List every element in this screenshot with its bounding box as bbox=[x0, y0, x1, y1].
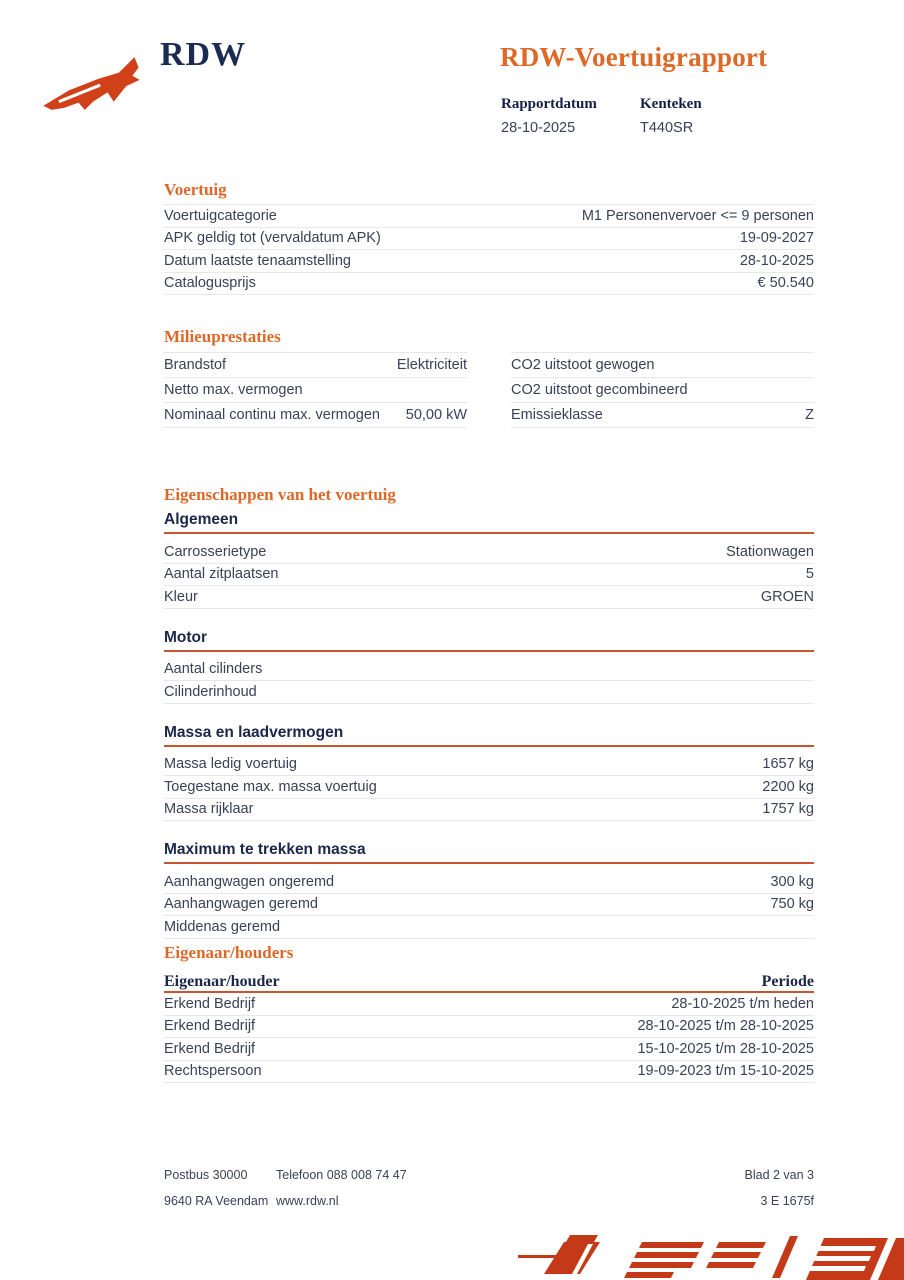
column-header-period: Periode bbox=[761, 973, 814, 990]
row-label: Aantal zitplaatsen bbox=[164, 566, 279, 583]
row-value: 15-10-2025 t/m 28-10-2025 bbox=[637, 1040, 814, 1057]
report-meta bbox=[501, 96, 702, 136]
subsection-heading: Maximum te trekken massa bbox=[164, 840, 814, 864]
footer-address-line1: Postbus 30000 bbox=[164, 1168, 248, 1182]
row-label: CO2 uitstoot gewogen bbox=[511, 357, 655, 373]
row-label: Aanhangwagen ongeremd bbox=[164, 873, 335, 890]
page-footer bbox=[164, 1168, 814, 1220]
rdw-logo-text: RDW bbox=[160, 36, 247, 73]
row-value: Elektriciteit bbox=[396, 357, 467, 373]
row-value: 19-09-2027 bbox=[739, 230, 814, 247]
row-label: Toegestane max. massa voertuig bbox=[164, 778, 377, 795]
table-row bbox=[511, 403, 814, 428]
row-value: 2200 kg bbox=[762, 778, 814, 795]
table-row bbox=[164, 564, 814, 587]
trekken-rows bbox=[164, 871, 814, 939]
row-value: M1 Personenvervoer <= 9 personen bbox=[581, 207, 814, 224]
row-label: Voertuigcategorie bbox=[164, 207, 277, 224]
algemeen-rows bbox=[164, 541, 814, 609]
table-row bbox=[164, 273, 814, 296]
row-label: Kleur bbox=[164, 588, 198, 605]
table-row bbox=[164, 916, 814, 939]
row-label: Aantal cilinders bbox=[164, 661, 263, 678]
row-label: Nominaal continu max. vermogen bbox=[164, 407, 380, 423]
row-label: APK geldig tot (vervaldatum APK) bbox=[164, 230, 381, 247]
table-row bbox=[164, 403, 467, 428]
rdw-speed-lines-graphic bbox=[514, 1234, 904, 1280]
row-label: Brandstof bbox=[164, 357, 227, 373]
massa-rows bbox=[164, 754, 814, 822]
row-value: 28-10-2025 bbox=[739, 252, 814, 269]
report-date-label: Rapportdatum bbox=[501, 96, 597, 112]
owners-table-header bbox=[164, 965, 814, 993]
table-row bbox=[164, 1038, 814, 1061]
section-milieuprestaties bbox=[164, 327, 814, 428]
column-header-owner: Eigenaar/houder bbox=[164, 973, 280, 990]
license-plate-value: T440SR bbox=[640, 120, 694, 136]
row-label: Rechtspersoon bbox=[164, 1063, 262, 1080]
row-value: 750 kg bbox=[770, 896, 814, 913]
subsection-massa bbox=[164, 723, 814, 822]
row-value: 1657 kg bbox=[762, 756, 814, 773]
report-date-block bbox=[501, 96, 640, 136]
license-plate-block bbox=[640, 96, 702, 136]
section-voertuig bbox=[164, 180, 814, 295]
row-value: 19-09-2023 t/m 15-10-2025 bbox=[637, 1063, 814, 1080]
section-heading: Eigenaar/houders bbox=[164, 943, 294, 962]
row-label: Massa rijklaar bbox=[164, 801, 254, 818]
subsection-motor bbox=[164, 628, 814, 704]
table-row bbox=[164, 378, 467, 403]
table-row bbox=[511, 353, 814, 378]
subsection-heading: Massa en laadvermogen bbox=[164, 723, 814, 747]
row-label: Middenas geremd bbox=[164, 918, 281, 935]
footer-row bbox=[164, 1168, 814, 1182]
motor-rows bbox=[164, 659, 814, 704]
table-row bbox=[164, 1061, 814, 1084]
footer-website: www.rdw.nl bbox=[276, 1194, 339, 1208]
row-value: 50,00 kW bbox=[405, 407, 467, 423]
row-label: Erkend Bedrijf bbox=[164, 1018, 256, 1035]
section-heading: Eigenschappen van het voertuig bbox=[164, 485, 396, 504]
section-heading: Milieuprestaties bbox=[164, 327, 281, 346]
milieu-column-gap bbox=[467, 352, 511, 428]
table-row bbox=[164, 1016, 814, 1039]
voertuig-rows bbox=[164, 204, 814, 295]
row-label: Datum laatste tenaamstelling bbox=[164, 252, 351, 269]
row-label: Netto max. vermogen bbox=[164, 382, 303, 398]
license-plate-label: Kenteken bbox=[640, 96, 702, 112]
row-label: Erkend Bedrijf bbox=[164, 1040, 256, 1057]
row-label: Catalogusprijs bbox=[164, 275, 256, 292]
table-row bbox=[164, 894, 814, 917]
row-value: € 50.540 bbox=[757, 275, 814, 292]
footer-doc-code: 3 E 1675f bbox=[760, 1194, 814, 1208]
row-value: 300 kg bbox=[770, 873, 814, 890]
subsection-heading: Algemeen bbox=[164, 510, 814, 534]
table-row bbox=[164, 541, 814, 564]
table-row bbox=[164, 993, 814, 1016]
report-date-value: 28-10-2025 bbox=[501, 120, 576, 136]
row-value: 28-10-2025 t/m 28-10-2025 bbox=[637, 1018, 814, 1035]
row-label: Massa ledig voertuig bbox=[164, 756, 297, 773]
rdw-logo-icon bbox=[40, 54, 144, 112]
row-value: 5 bbox=[805, 566, 814, 583]
row-value: Stationwagen bbox=[726, 543, 814, 560]
milieu-left-column bbox=[164, 352, 467, 428]
table-row bbox=[164, 228, 814, 251]
footer-row bbox=[164, 1194, 814, 1208]
table-row bbox=[164, 681, 814, 704]
footer-phone: Telefoon 088 008 74 47 bbox=[276, 1168, 407, 1182]
table-row bbox=[164, 353, 467, 378]
row-value: 28-10-2025 t/m heden bbox=[671, 995, 814, 1012]
table-row bbox=[164, 659, 814, 682]
subsection-trekken bbox=[164, 840, 814, 939]
row-label: Cilinderinhoud bbox=[164, 683, 257, 700]
subsection-algemeen bbox=[164, 510, 814, 609]
row-label: CO2 uitstoot gecombineerd bbox=[511, 382, 688, 398]
footer-address-line2: 9640 RA Veendam bbox=[164, 1194, 269, 1208]
table-row bbox=[164, 250, 814, 273]
section-eigenschappen bbox=[164, 485, 814, 939]
row-label: Carrosserietype bbox=[164, 543, 267, 560]
row-label: Emissieklasse bbox=[511, 407, 603, 423]
table-row bbox=[164, 799, 814, 822]
owners-rows bbox=[164, 993, 814, 1083]
row-value: 1757 kg bbox=[762, 801, 814, 818]
section-heading: Voertuig bbox=[164, 180, 227, 199]
table-row bbox=[164, 754, 814, 777]
table-row bbox=[164, 205, 814, 228]
subsection-heading: Motor bbox=[164, 628, 814, 652]
table-row bbox=[164, 586, 814, 609]
milieu-grid bbox=[164, 352, 814, 428]
row-label: Aanhangwagen geremd bbox=[164, 896, 318, 913]
row-value: GROEN bbox=[760, 588, 814, 605]
table-row bbox=[164, 776, 814, 799]
row-label: Erkend Bedrijf bbox=[164, 995, 256, 1012]
footer-page-indicator: Blad 2 van 3 bbox=[744, 1168, 814, 1182]
row-value: Z bbox=[805, 407, 814, 423]
page-title: RDW-Voertuigrapport bbox=[500, 42, 768, 72]
table-row bbox=[511, 378, 814, 403]
table-row bbox=[164, 871, 814, 894]
milieu-right-column bbox=[511, 352, 814, 428]
section-eigenaar-houders bbox=[164, 943, 814, 1083]
